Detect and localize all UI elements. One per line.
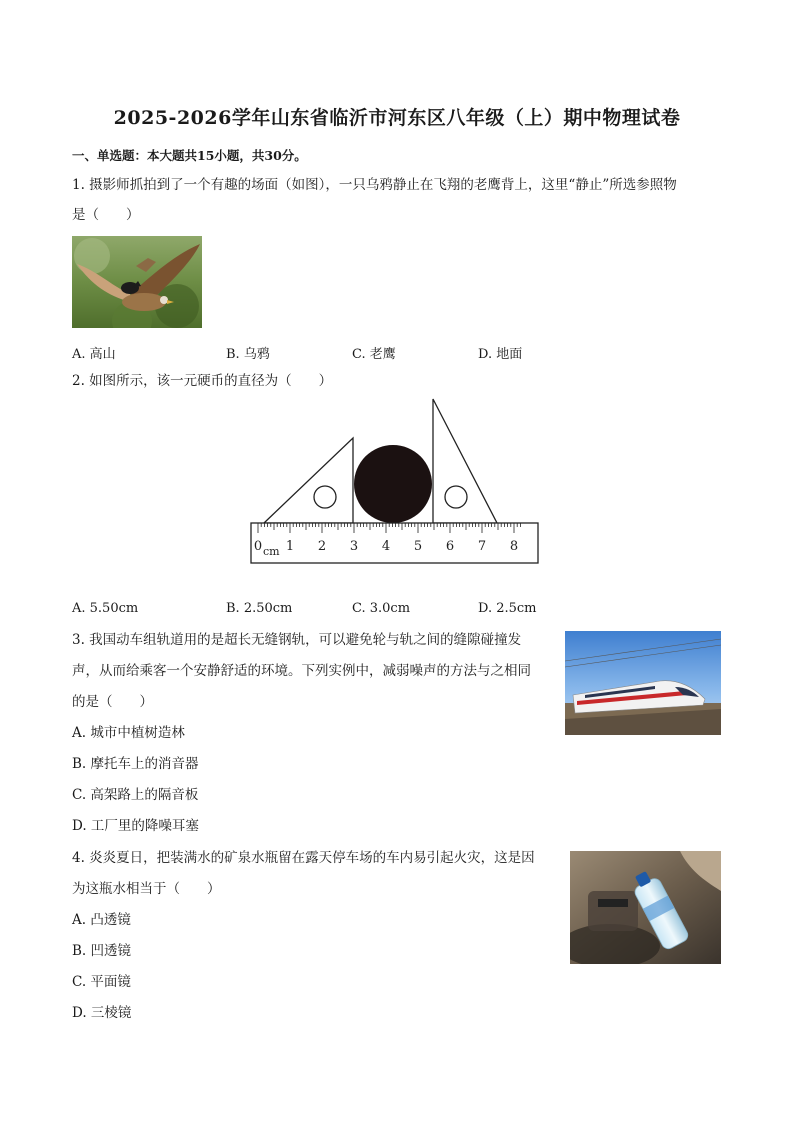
question-4-option-a: A. 凸透镜 — [72, 912, 131, 928]
page-title: 2025-2026学年山东省临沂市河东区八年级（上）期中物理试卷 — [113, 107, 681, 129]
question-4-line-2: 为这瓶水相当于（ ） — [72, 881, 221, 897]
right-set-square — [433, 399, 497, 523]
water-bottle-photo — [570, 851, 721, 964]
ruler-tick-label: 3 — [349, 539, 359, 554]
ruler-tick-label: 6 — [445, 539, 455, 554]
question-2-option-d: D. 2.5cm — [478, 601, 537, 616]
ruler-tick-label: 0 — [253, 539, 263, 554]
question-4-option-d: D. 三棱镜 — [72, 1005, 132, 1021]
question-2-option-c: C. 3.0cm — [352, 601, 411, 616]
section-heading: 一、单选题：本大题共15小题，共30分。 — [72, 148, 307, 163]
question-4-line-1: 4. 炎炎夏日，把装满水的矿泉水瓶留在露天停车场的车内易引起火灾，这是因 — [72, 850, 535, 866]
ruler-tick-label: 8 — [509, 539, 519, 554]
left-set-square-hole — [314, 486, 336, 508]
question-3-option-b: B. 摩托车上的消音器 — [72, 756, 199, 772]
question-1-option-d: D. 地面 — [478, 347, 523, 362]
question-1-line-1: 1. 摄影师抓拍到了一个有趣的场面（如图），一只乌鸦静止在飞翔的老鹰背上，这里“静止”所选参照物 — [72, 177, 677, 193]
question-3-option-d: D. 工厂里的降噪耳塞 — [72, 818, 199, 834]
question-3-line-2: 声，从而给乘客一个安静舒适的环境。下列实例中，减弱噪声的方法与之相同 — [72, 663, 531, 679]
ruler-tick-label: 7 — [477, 539, 487, 554]
ruler-unit-label: cm — [263, 545, 280, 558]
question-1-option-a: A. 高山 — [72, 347, 116, 362]
ruler-tick-label: 2 — [317, 539, 327, 554]
question-4-option-c: C. 平面镜 — [72, 974, 131, 990]
ruler-tick-label: 4 — [381, 539, 391, 554]
coin — [354, 445, 432, 523]
question-3-line-1: 3. 我国动车组轨道用的是超长无缝钢轨，可以避免轮与轨之间的缝隙碰撞发 — [72, 632, 522, 648]
coin-ruler-diagram — [245, 395, 545, 570]
question-1-option-c: C. 老鹰 — [352, 347, 396, 362]
ruler-tick-label: 1 — [285, 539, 295, 554]
question-3-line-3: 的是（ ） — [72, 694, 153, 710]
question-3-option-a: A. 城市中植树造林 — [72, 725, 185, 741]
bullet-train-photo — [565, 631, 721, 735]
ruler-tick-label: 5 — [413, 539, 423, 554]
question-1-option-b: B. 乌鸦 — [226, 347, 270, 362]
right-set-square-hole — [445, 486, 467, 508]
question-2-line-1: 2. 如图所示，该一元硬币的直径为（ ） — [72, 373, 333, 389]
left-set-square — [264, 438, 353, 523]
question-2-option-a: A. 5.50cm — [72, 601, 139, 616]
question-2-option-b: B. 2.50cm — [226, 601, 293, 616]
question-3-option-c: C. 高架路上的隔音板 — [72, 787, 199, 803]
eagle-crow-photo — [72, 236, 202, 328]
question-4-option-b: B. 凹透镜 — [72, 943, 132, 959]
question-1-line-2: 是（ ） — [72, 207, 140, 223]
